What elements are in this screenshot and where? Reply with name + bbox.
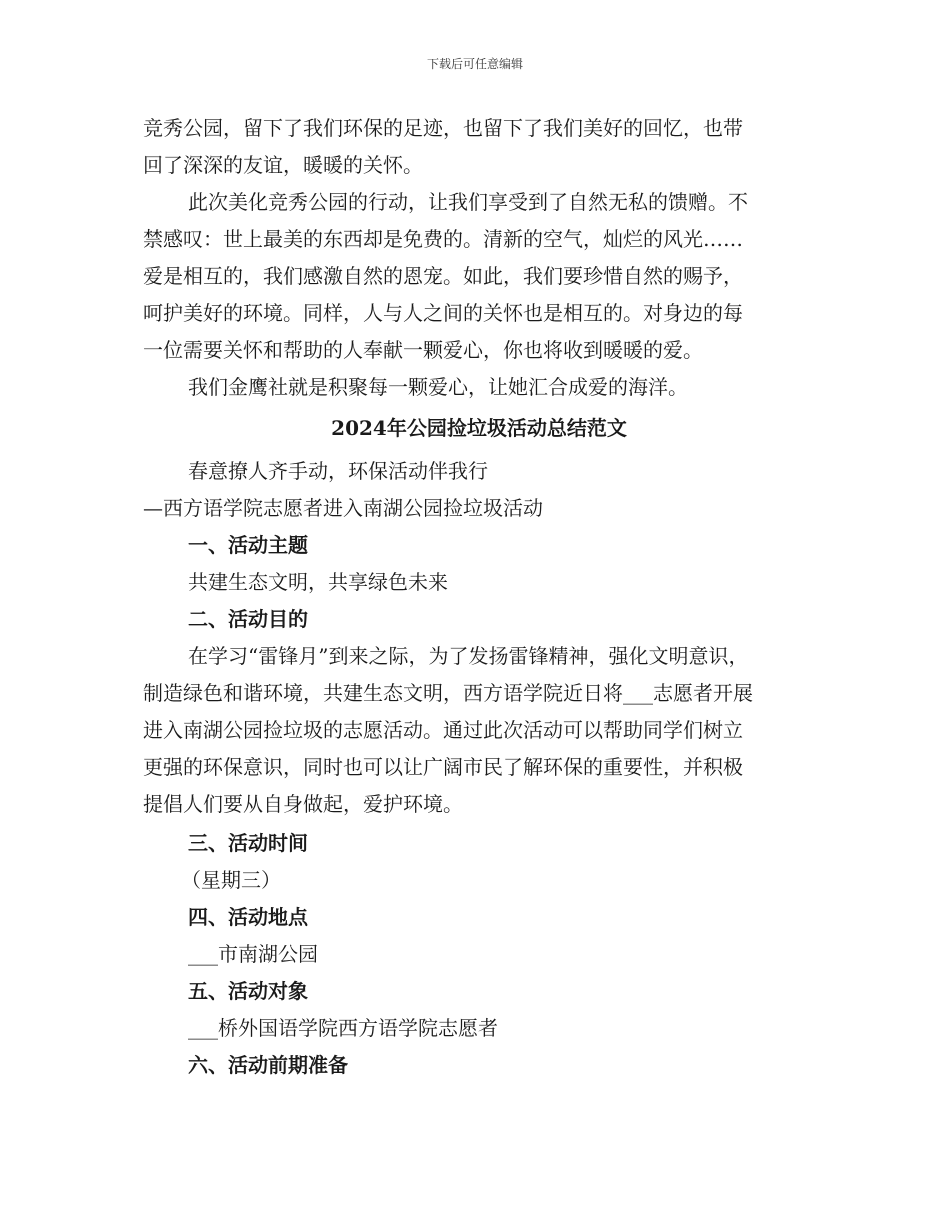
paragraph-line: 一位需要关怀和帮助的人奉献一颗爱心，你也将收到暖暖的爱。: [143, 338, 703, 362]
paragraph-line: 在学习“雷锋月”到来之际，为了发扬雷锋精神，强化文明意识，: [188, 644, 749, 668]
paragraph-line: 此次美化竞秀公园的行动，让我们享受到了自然无私的馈赠。不: [188, 190, 748, 214]
document-title: 2024年公园捡垃圾活动总结范文: [331, 416, 627, 440]
section-text-theme: 共建生态文明，共享绿色未来: [188, 570, 448, 594]
section-heading-target: 五、活动对象: [188, 979, 308, 1003]
paragraph-line: 禁感叹：世上最美的东西却是免费的。清新的空气，灿烂的风光……: [143, 227, 743, 251]
paragraph-line: 进入南湖公园捡垃圾的志愿活动。通过此次活动可以帮助同学们树立: [143, 718, 743, 742]
subtitle-line: 春意撩人齐手动，环保活动伴我行: [188, 459, 488, 483]
paragraph-line: 我们金鹰社就是积聚每一颗爱心，让她汇合成爱的海洋。: [188, 375, 688, 399]
paragraph-line: 爱是相互的，我们感激自然的恩宠。如此，我们要珍惜自然的赐予，: [143, 264, 743, 288]
section-heading-purpose: 二、活动目的: [188, 607, 308, 631]
section-heading-time: 三、活动时间: [188, 831, 308, 855]
paragraph-line: 提倡人们要从自身做起，爱护环境。: [143, 792, 463, 816]
paragraph-line: 回了深深的友谊，暖暖的关怀。: [143, 153, 423, 177]
section-heading-preparation: 六、活动前期准备: [188, 1053, 348, 1077]
paragraph-line: 呵护美好的环境。同样，人与人之间的关怀也是相互的。对身边的每: [143, 301, 743, 325]
page-header: 下载后可任意编辑: [426, 57, 523, 71]
section-text-place: ___市南湖公园: [188, 942, 318, 966]
section-heading-place: 四、活动地点: [188, 905, 308, 929]
paragraph-line: 更强的环保意识，同时也可以让广阔市民了解环保的重要性，并积极: [143, 755, 743, 779]
document-body: [143, 110, 815, 1084]
section-text-target: ___桥外国语学院西方语学院志愿者: [188, 1016, 498, 1040]
section-text-time: （星期三）: [181, 868, 281, 892]
subtitle-line: —西方语学院志愿者进入南湖公园捡垃圾活动: [143, 496, 543, 520]
section-heading-theme: 一、活动主题: [188, 533, 308, 557]
paragraph-line: 制造绿色和谐环境，共建生态文明，西方语学院近日将___志愿者开展: [143, 681, 753, 705]
paragraph-line: 竞秀公园，留下了我们环保的足迹，也留下了我们美好的回忆，也带: [143, 116, 743, 140]
